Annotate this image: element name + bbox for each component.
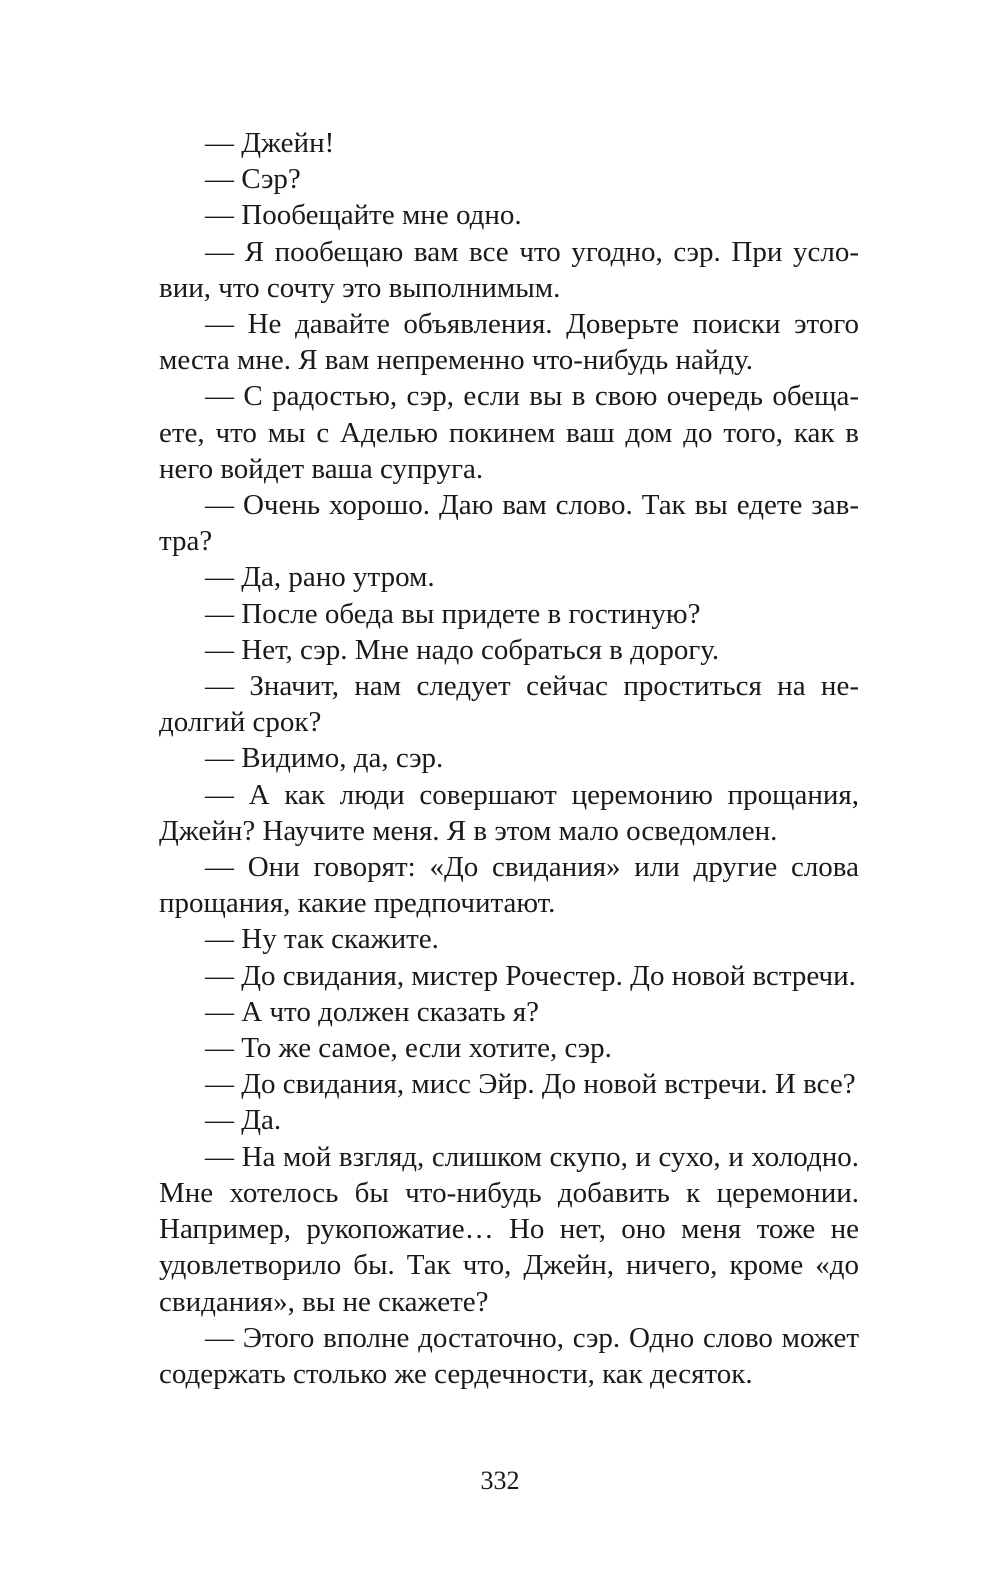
dialogue-paragraph: — Ну так скажите.	[205, 923, 439, 956]
dialogue-paragraph: — То же самое, если хотите, сэр.	[205, 1032, 612, 1065]
dialogue-paragraph: — А как люди совершают церемонию прощания, Джейн? Научите меня. Я в этом мало осведомлен.	[159, 778, 859, 847]
dialogue-paragraph: — Этого вполне достаточно, сэр. Одно слово может содержать столько же сердечности, как десяток.	[159, 1321, 859, 1390]
dialogue-paragraph: — Очень хорошо. Даю вам слово. Так вы едете завтра?	[159, 489, 859, 558]
dialogue-paragraph: — Не давайте объявления. Доверьте поиски этого места мне. Я вам непременно что-нибудь найду.	[159, 308, 859, 377]
dialogue-paragraph: — Я пообещаю вам все что угодно, сэр. При условии, что сочту это выполнимым.	[159, 235, 859, 304]
dialogue-paragraph: — А что должен сказать я?	[205, 995, 540, 1028]
dialogue-paragraph: — До свидания, мисс Эйр. До новой встречи. И все?	[205, 1068, 856, 1101]
page-number: 332	[480, 1466, 520, 1495]
dialogue-paragraph: — На мой взгляд, слишком скупо, и сухо, и холодно. Мне хотелось бы что-нибудь добавить к церемонии. Например, рукопожатие… Но нет, оно меня тоже не удовлетворило бы. Так что, Джейн, ничего, кроме «до свидания», вы не скажете?	[159, 1140, 859, 1318]
dialogue-paragraph: — Пообещайте мне одно.	[205, 199, 522, 232]
dialogue-paragraph: — С радостью, сэр, если вы в свою очередь обещаете, что мы с Аделью покинем ваш дом до того, как в него войдет ваша супруга.	[159, 380, 859, 485]
dialogue-paragraph: — Да.	[205, 1104, 282, 1137]
dialogue-paragraph: — Значит, нам следует сейчас проститься на недолгий срок?	[159, 670, 859, 739]
dialogue-paragraph: — Нет, сэр. Мне надо собраться в дорогу.	[205, 633, 720, 666]
page-body-text	[159, 125, 859, 1392]
dialogue-paragraph: — Джейн!	[205, 127, 335, 159]
dialogue-paragraph: — Да, рано утром.	[205, 561, 435, 594]
dialogue-paragraph: — Они говорят: «До свидания» или другие слова прощания, какие предпочитают.	[159, 851, 859, 920]
dialogue-paragraph: — Сэр?	[205, 163, 301, 196]
dialogue-paragraph: — После обеда вы придете в гостиную?	[205, 597, 701, 630]
dialogue-paragraph: — До свидания, мистер Рочестер. До новой встречи.	[205, 959, 856, 992]
dialogue-paragraph: — Видимо, да, сэр.	[205, 742, 444, 775]
